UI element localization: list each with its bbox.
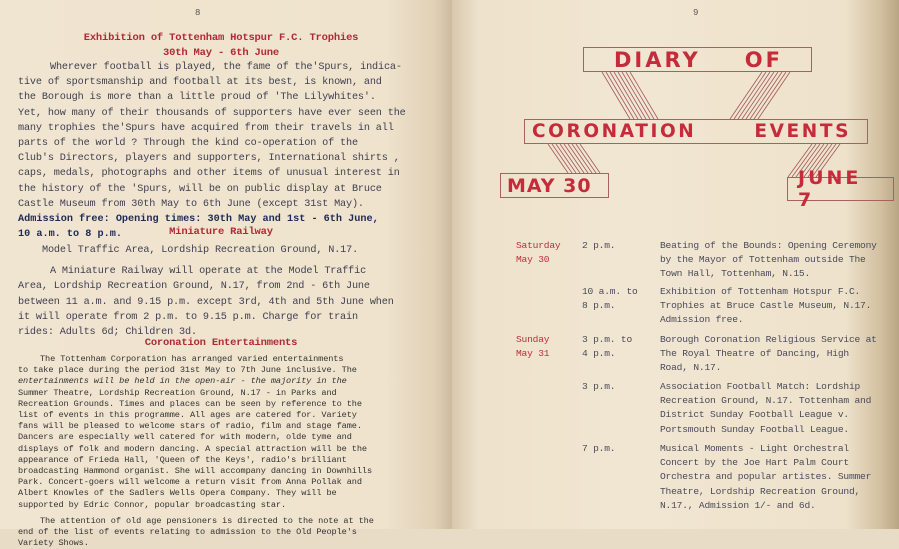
exhibition-line: many trophies the'Spurs have acquired from their travels in all	[18, 122, 394, 134]
railway-line: A Miniature Railway will operate at the Model Traffic	[50, 266, 367, 278]
exhibition-line: the Borough is more than a little proud of 'The Lilywhites'.	[18, 92, 376, 104]
entertainments-line: displays of folk and modern dancing. A special attraction will be the	[18, 443, 367, 454]
entertainments-line: Summer Theatre, Lordship Recreation Ground, N.17 - in Parks and	[18, 387, 337, 398]
entertainments-line: list of events in this programme. All ages are catered for. Variety	[18, 410, 357, 421]
banner-diary-of	[583, 47, 812, 72]
railway-line: rides: Adults 6d; Children 3d.	[18, 327, 197, 339]
desc-line: Recreation Ground, N.17. Tottenham and	[660, 395, 872, 407]
entertainments-line: The Tottenham Corporation has arranged varied entertainments	[40, 354, 344, 364]
exhibition-line: Club's Directors, players and supporters, International shirts ,	[18, 153, 400, 165]
desc-line: Road, N.17.	[660, 362, 722, 374]
entertainments-line: to take place during the period 31st May to 7th June inclusive. The	[18, 365, 357, 376]
banner-word-coronation: CORONATION	[532, 121, 697, 142]
desc-line: District Sunday Football League v.	[660, 409, 849, 421]
entertainments-line: Dancers are especially well catered for with modern, olde tyme and	[18, 432, 352, 443]
entertainments-line: entertainments will be held in the open-air - the majority in the	[18, 376, 347, 387]
entertainments-line: Recreation Grounds. Times and places can be seen by reference to the	[18, 398, 362, 409]
entry-time	[582, 239, 615, 253]
diary-day	[516, 333, 549, 361]
start-date-label: MAY 30	[507, 174, 592, 197]
desc-line: Orchestra and popular artistes. Summer	[660, 471, 872, 483]
time-line: 4 p.m.	[582, 348, 616, 360]
desc-line: by the Mayor of Tottenham outside The	[660, 254, 866, 266]
desc-line: The Royal Theatre of Dancing, High	[660, 348, 849, 360]
banner-word-diary: DIARY	[614, 47, 701, 72]
exhibition-line: caps, medals, photographs and other items of unusual interest in	[18, 168, 400, 180]
exhibition-line: Yet, how many of their thousands of supporters have ever seen the	[18, 107, 406, 119]
desc-line: Musical Moments - Light Orchestral	[660, 443, 849, 454]
railway-line: between 11 a.m. and 9.15 p.m. except 3rd, 4th and 5th June when	[18, 296, 394, 308]
railway-title: Miniature Railway	[169, 226, 273, 238]
exhibition-line: Castle Museum from 30th May to 6th June (except 31st May).	[18, 198, 364, 210]
desc-line: Exhibition of Tottenham Hotspur F.C.	[660, 286, 861, 297]
desc-line: Admission free.	[660, 314, 744, 326]
entry-description	[660, 380, 895, 437]
day-date: May 30	[516, 254, 550, 266]
desc-line: Association Football Match: Lordship	[660, 381, 861, 392]
entertainments-line: fans will be pleased to welcome stars of radio, film and stage fame.	[18, 421, 362, 432]
time-line: 7 p.m.	[582, 443, 616, 454]
desc-line: Theatre, Lordship Recreation Ground,	[660, 485, 861, 497]
day-date: May 31	[516, 348, 550, 360]
time-line: 3 p.m.	[582, 381, 616, 392]
page-number: 8	[195, 8, 201, 18]
banner-word-of: OF	[744, 47, 783, 72]
entry-time	[582, 380, 615, 394]
entertainments-line: Albert Knowles of the Sadlers Wells Opera Company. They will be	[18, 488, 337, 499]
day-name: Saturday	[516, 240, 561, 251]
banner-end-date	[787, 167, 894, 211]
pensioners-line: end of the list of events relating to admission to the Old People's	[18, 527, 357, 538]
time-line: 2 p.m.	[582, 240, 616, 251]
entertainments-title: Coronation Entertainments	[144, 337, 298, 349]
end-date-label: JUNE 7	[798, 167, 862, 211]
railway-location: Model Traffic Area, Lordship Recreation Ground, N.17.	[42, 245, 359, 256]
desc-line: Portsmouth Sunday Football League.	[660, 423, 849, 435]
entry-description	[660, 333, 895, 376]
desc-line: Borough Coronation Religious Service at	[660, 334, 877, 345]
entry-time	[582, 333, 632, 361]
exhibition-line: tive of sportsmanship and football at its best, is known, and	[18, 77, 382, 89]
exhibition-dates: 30th May - 6th June	[163, 47, 279, 59]
desc-line: Concert by the Joe Hart Palm Court	[660, 457, 849, 469]
admission-times: Admission free: Opening times: 30th May and 1st - 6th June,	[18, 214, 379, 226]
entertainments-line: broadcasting Hammond organist. She will accompany dancing in Downhills	[18, 466, 372, 477]
desc-line: Trophies at Bruce Castle Museum, N.17.	[660, 300, 872, 312]
time-line: 3 p.m. to	[582, 334, 633, 345]
entry-time	[582, 285, 638, 313]
diary-day	[516, 239, 560, 267]
entry-description	[660, 285, 895, 328]
day-name: Sunday	[516, 334, 550, 345]
page-number: 9	[693, 8, 699, 18]
exhibition-line: Wherever football is played, the fame of the'Spurs, indica-	[50, 62, 402, 73]
pensioners-line: The attention of old age pensioners is directed to the note at the	[40, 515, 374, 526]
railway-line: Area, Lordship Recreation Ground, N.17, from 2nd - 6th June	[18, 281, 370, 293]
time-line: 10 a.m. to	[582, 286, 638, 297]
entertainments-line: Park. Concert-goers will welcome a return visit from Anna Pollak and	[18, 477, 362, 488]
exhibition-title: Exhibition of Tottenham Hotspur F.C. Trophies	[83, 32, 359, 44]
desc-line: Town Hall, Tottenham, N.15.	[660, 268, 811, 280]
banner-start-date	[500, 173, 609, 198]
pensioners-line: Variety Shows.	[18, 538, 89, 549]
exhibition-line: the history of the 'Spurs, will be on public display at Bruce	[18, 183, 382, 195]
entertainments-line: appearance of Frieda Hall, 'Queen of the Keys', radio's brilliant	[18, 454, 347, 465]
admission-hours: 10 a.m. to 8 p.m.	[18, 229, 122, 241]
entry-description	[660, 239, 895, 282]
railway-line: it will operate from 2 p.m. to 9.15 p.m. Charge for train	[18, 311, 358, 323]
exhibition-line: parts of the world ? Through the kind co-operation of the	[18, 138, 358, 150]
entertainments-line: supported by Edric Connor, popular broadcasting star.	[18, 499, 287, 510]
time-line: 8 p.m.	[582, 300, 616, 312]
banner-coronation-events	[524, 119, 868, 144]
desc-line: Beating of the Bounds: Opening Ceremony	[660, 240, 877, 251]
desc-line: N.17., Admission 1/- and 6d.	[660, 499, 816, 511]
entry-time	[582, 442, 615, 456]
entry-description	[660, 442, 895, 513]
banner-word-events: EVENTS	[754, 121, 851, 142]
